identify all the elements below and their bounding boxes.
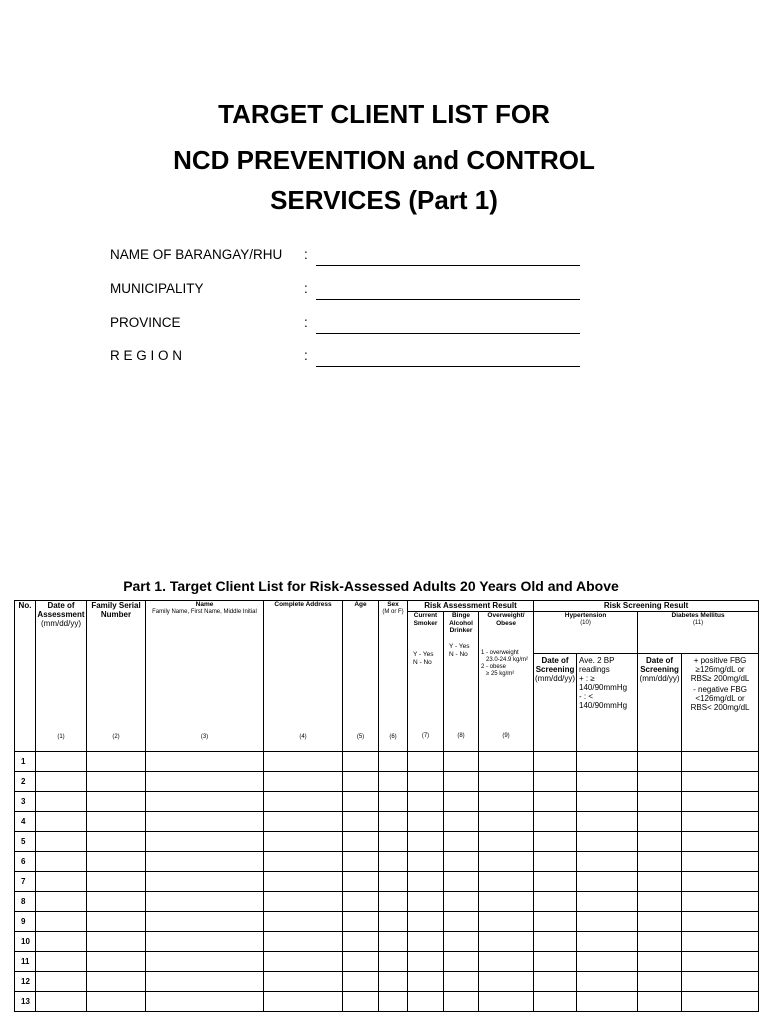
row-number: 10 [15,932,36,952]
smoker-no-code: N - No [413,659,432,666]
table-cell[interactable] [577,752,638,772]
table-cell[interactable] [444,812,479,832]
table-cell[interactable] [534,792,577,812]
barangay-input-line[interactable] [316,265,580,266]
ht-negative-criteria: - : < 140/90mmHg [579,692,628,710]
table-cell[interactable] [638,752,682,772]
hypertension-label: Hypertension [564,612,607,619]
table-cell[interactable] [408,812,444,832]
header-date-of-assessment [36,601,87,752]
current-smoker-label: Current Smoker [413,612,438,627]
header-complete-address [264,601,343,752]
table-cell[interactable] [146,772,264,792]
table-cell[interactable] [638,852,682,872]
province-input-line[interactable] [316,333,580,334]
table-cell[interactable] [479,952,534,972]
table-cell[interactable] [379,812,408,832]
hypertension-col-number: (10) [580,619,591,626]
table-cell[interactable] [343,812,379,832]
table-row [15,872,759,892]
table-cell[interactable] [577,972,638,992]
table-cell[interactable] [444,752,479,772]
table-cell[interactable] [577,832,638,852]
table-cell[interactable] [577,952,638,972]
document-title-line-1: TARGET CLIENT LIST FOR [218,99,550,129]
obese-range: ≥ 25 kg/m² [486,671,515,677]
table-cell[interactable] [638,832,682,852]
table-cell[interactable] [682,852,759,872]
table-cell[interactable] [343,952,379,972]
table-cell[interactable] [264,972,343,992]
table-cell[interactable] [638,992,682,1012]
table-cell[interactable] [444,872,479,892]
table-cell[interactable] [408,952,444,972]
diabetes-col-number: (11) [692,619,704,626]
table-cell[interactable] [379,792,408,812]
table-cell[interactable] [479,772,534,792]
table-cell[interactable] [36,952,87,972]
barangay-colon: : [304,247,308,262]
smoker-yes-code: Y - Yes [413,651,434,658]
table-cell[interactable] [146,932,264,952]
table-cell[interactable] [408,832,444,852]
table-cell[interactable] [638,792,682,812]
table-cell[interactable] [343,872,379,892]
table-cell[interactable] [264,752,343,772]
document-title-line-2: NCD PREVENTION and CONTROL [173,145,595,175]
row-number: 8 [15,892,36,912]
table-cell[interactable] [379,912,408,932]
table-cell[interactable] [479,932,534,952]
table-row [15,932,759,952]
table-cell[interactable] [444,852,479,872]
table-row [15,832,759,852]
table-cell[interactable] [36,832,87,852]
table-cell[interactable] [534,852,577,872]
table-cell[interactable] [534,832,577,852]
header-dm-criteria [682,654,759,752]
col-number-8: (8) [457,733,465,739]
dm-date-format: (mm/dd/yy) [639,674,680,683]
table-cell[interactable] [444,792,479,812]
table-cell[interactable] [36,972,87,992]
table-cell[interactable] [343,792,379,812]
table-cell[interactable] [36,812,87,832]
name-label: Name [195,601,214,608]
header-risk-assessment-result: Risk Assessment Result [408,601,534,612]
table-cell[interactable] [444,932,479,952]
table-cell[interactable] [36,752,87,772]
overweight-label: Overweight/ Obese [487,612,525,627]
table-cell[interactable] [343,932,379,952]
table-cell[interactable] [682,932,759,952]
table-cell[interactable] [682,972,759,992]
header-sex [379,601,408,752]
table-cell[interactable] [264,872,343,892]
table-cell[interactable] [444,952,479,972]
table-cell[interactable] [146,972,264,992]
table-cell[interactable] [264,852,343,872]
table-cell[interactable] [146,852,264,872]
table-cell[interactable] [534,752,577,772]
table-cell[interactable] [36,792,87,812]
table-row [15,752,759,772]
table-cell[interactable] [343,992,379,1012]
table-cell[interactable] [408,852,444,872]
table-cell[interactable] [146,892,264,912]
table-cell[interactable] [408,772,444,792]
table-cell[interactable] [479,832,534,852]
table-cell[interactable] [379,872,408,892]
row-number: 2 [15,772,36,792]
table-cell[interactable] [87,812,146,832]
table-cell[interactable] [682,792,759,812]
col-number-1: (1) [57,734,65,740]
table-cell[interactable] [264,992,343,1012]
table-cell[interactable] [444,972,479,992]
header-ht-date-screening [534,654,577,752]
table-cell[interactable] [146,752,264,772]
row-number: 3 [15,792,36,812]
table-cell[interactable] [682,772,759,792]
table-cell[interactable] [682,912,759,932]
row-number: 7 [15,872,36,892]
obese-code: 2 - obese [481,664,507,670]
col-number-5: (5) [356,734,365,740]
header-no: No. [15,601,36,752]
header-overweight-obese [479,612,534,752]
province-colon: : [304,315,308,330]
table-cell[interactable] [36,992,87,1012]
date-assessment-format: (mm/dd/yy) [41,619,81,628]
table-cell[interactable] [87,992,146,1012]
table-cell[interactable] [444,772,479,792]
table-cell[interactable] [87,772,146,792]
binge-yes-code: Y - Yes [449,642,470,650]
table-cell[interactable] [577,792,638,812]
header-dm-date-screening [638,654,682,752]
table-cell[interactable] [408,872,444,892]
table-cell[interactable] [146,912,264,932]
date-assessment-label: Date of Assessment [37,601,85,619]
table-cell[interactable] [638,812,682,832]
table-cell[interactable] [577,872,638,892]
ht-positive-criteria: + : ≥ 140/90mmHg [579,674,628,692]
table-cell[interactable] [682,812,759,832]
table-cell[interactable] [577,852,638,872]
header-age [343,601,379,752]
table-cell[interactable] [343,972,379,992]
table-cell[interactable] [534,872,577,892]
header-family-serial [87,601,146,752]
table-cell[interactable] [264,812,343,832]
name-sublabel: Family Name, First Name, Middle Initial [152,608,257,615]
table-cell[interactable] [638,932,682,952]
table-cell[interactable] [87,872,146,892]
row-number: 1 [15,752,36,772]
table-cell[interactable] [379,892,408,912]
table-cell[interactable] [479,812,534,832]
table-cell[interactable] [408,892,444,912]
table-row [15,812,759,832]
table-cell[interactable] [444,912,479,932]
table-cell[interactable] [146,952,264,972]
header-risk-screening-result: Risk Screening Result [534,601,759,612]
table-cell[interactable] [638,952,682,972]
table-cell[interactable] [479,792,534,812]
header-current-smoker [408,612,444,752]
table-cell[interactable] [408,932,444,952]
table-cell[interactable] [87,752,146,772]
header-hypertension [534,612,638,654]
table-cell[interactable] [379,772,408,792]
client-list-table [14,600,759,1012]
table-cell[interactable] [87,792,146,812]
binge-label: Binge Alcohol Drinker [449,612,473,634]
table-cell[interactable] [87,892,146,912]
col-number-3: (3) [200,734,209,740]
table-cell[interactable] [87,932,146,952]
region-colon: : [304,348,308,363]
table-cell[interactable] [264,892,343,912]
table-cell[interactable] [343,852,379,872]
table-cell[interactable] [479,872,534,892]
table-cell[interactable] [638,972,682,992]
table-cell[interactable] [534,932,577,952]
ht-date-label: Date of Screening [535,656,575,674]
table-cell[interactable] [379,752,408,772]
table-cell[interactable] [379,852,408,872]
table-cell[interactable] [577,812,638,832]
barangay-label: NAME OF BARANGAY/RHU [110,247,283,262]
dm-negative-criteria: - negative FBG <126mg/dL or RBS< 200mg/dL [690,685,750,712]
overweight-code: 1 - overweight [481,650,519,656]
table-cell[interactable] [534,892,577,912]
table-cell[interactable] [408,752,444,772]
table-cell[interactable] [36,932,87,952]
table-cell[interactable] [479,852,534,872]
col-number-6: (6) [389,734,397,740]
table-cell[interactable] [36,852,87,872]
header-binge-drinker [444,612,479,752]
table-cell[interactable] [264,952,343,972]
municipality-label: MUNICIPALITY [110,281,204,296]
table-cell[interactable] [379,952,408,972]
table-cell[interactable] [638,912,682,932]
row-number: 5 [15,832,36,852]
table-row [15,792,759,812]
col-number-2: (2) [112,734,120,740]
sex-sublabel: (M or F) [382,608,404,615]
table-cell[interactable] [264,772,343,792]
table-cell[interactable] [682,832,759,852]
part-title: Part 1. Target Client List for Risk-Assessed Adults 20 Years Old and Above [123,578,619,594]
table-cell[interactable] [343,912,379,932]
row-number: 13 [15,992,36,1012]
age-label: Age [354,601,367,608]
table-cell[interactable] [479,912,534,932]
table-cell[interactable] [87,952,146,972]
dm-positive-criteria: + positive FBG ≥126mg/dL or RBS≥ 200mg/dL [690,656,750,683]
table-cell[interactable] [87,912,146,932]
binge-no-code: N - No [449,650,468,658]
table-cell[interactable] [408,972,444,992]
table-cell[interactable] [343,832,379,852]
col-number-9: (9) [502,733,510,739]
table-cell[interactable] [577,992,638,1012]
table-cell[interactable] [408,992,444,1012]
municipality-input-line[interactable] [316,299,580,300]
table-cell[interactable] [408,912,444,932]
table-row [15,992,759,1012]
ht-ave-label: Ave. 2 BP readings [579,656,615,674]
table-cell[interactable] [36,872,87,892]
row-number: 9 [15,912,36,932]
table-cell[interactable] [36,912,87,932]
region-input-line[interactable] [316,366,580,367]
table-cell[interactable] [479,972,534,992]
table-cell[interactable] [408,792,444,812]
table-cell[interactable] [444,892,479,912]
table-row [15,952,759,972]
dm-date-label: Date of Screening [640,656,679,674]
table-cell[interactable] [534,992,577,1012]
overweight-range: 23.0-24.9 kg/m² [486,657,529,663]
table-row [15,892,759,912]
table-cell[interactable] [264,932,343,952]
table-cell[interactable] [87,972,146,992]
table-cell[interactable] [638,892,682,912]
table-cell[interactable] [534,912,577,932]
table-cell[interactable] [36,772,87,792]
table-cell[interactable] [682,952,759,972]
table-cell[interactable] [146,812,264,832]
table-row [15,972,759,992]
sex-label: Sex [387,601,399,608]
address-label: Complete Address [274,601,332,608]
table-cell[interactable] [534,952,577,972]
header-ht-bp-readings [577,654,638,752]
table-cell[interactable] [479,752,534,772]
diabetes-label: Diabetes Mellitus [671,612,725,619]
region-label: R E G I O N [110,348,183,363]
table-cell[interactable] [146,832,264,852]
table-cell[interactable] [577,912,638,932]
table-cell[interactable] [343,772,379,792]
row-number: 6 [15,852,36,872]
table-cell[interactable] [444,832,479,852]
table-cell[interactable] [534,972,577,992]
table-cell[interactable] [87,852,146,872]
table-cell[interactable] [146,992,264,1012]
table-cell[interactable] [534,812,577,832]
col-number-7: (7) [421,733,430,739]
row-number: 12 [15,972,36,992]
table-cell[interactable] [638,772,682,792]
table-cell[interactable] [343,752,379,772]
header-name [146,601,264,752]
table-cell[interactable] [379,932,408,952]
table-cell[interactable] [682,872,759,892]
table-cell[interactable] [146,872,264,892]
table-cell[interactable] [264,832,343,852]
table-row [15,852,759,872]
row-number: 11 [15,952,36,972]
family-serial-label: Family Serial Number [91,601,141,619]
table-cell[interactable] [379,832,408,852]
header-diabetes [638,612,759,654]
table-cell[interactable] [36,892,87,912]
table-cell[interactable] [682,752,759,772]
table-cell[interactable] [682,992,759,1012]
table-cell[interactable] [146,792,264,812]
table-cell[interactable] [444,992,479,1012]
col-number-4: (4) [299,734,307,740]
table-cell[interactable] [343,892,379,912]
ht-date-format: (mm/dd/yy) [535,674,576,683]
table-cell[interactable] [479,892,534,912]
table-row [15,912,759,932]
document-title-line-3: SERVICES (Part 1) [270,185,498,215]
province-label: PROVINCE [110,315,181,330]
table-cell[interactable] [479,992,534,1012]
row-number: 4 [15,812,36,832]
table-cell[interactable] [379,992,408,1012]
table-cell[interactable] [87,832,146,852]
table-cell[interactable] [577,932,638,952]
table-cell[interactable] [577,892,638,912]
table-cell[interactable] [264,912,343,932]
municipality-colon: : [304,281,308,296]
table-cell[interactable] [577,772,638,792]
table-row [15,772,759,792]
table-cell[interactable] [379,972,408,992]
table-cell[interactable] [264,792,343,812]
table-cell[interactable] [534,772,577,792]
table-cell[interactable] [682,892,759,912]
table-cell[interactable] [638,872,682,892]
